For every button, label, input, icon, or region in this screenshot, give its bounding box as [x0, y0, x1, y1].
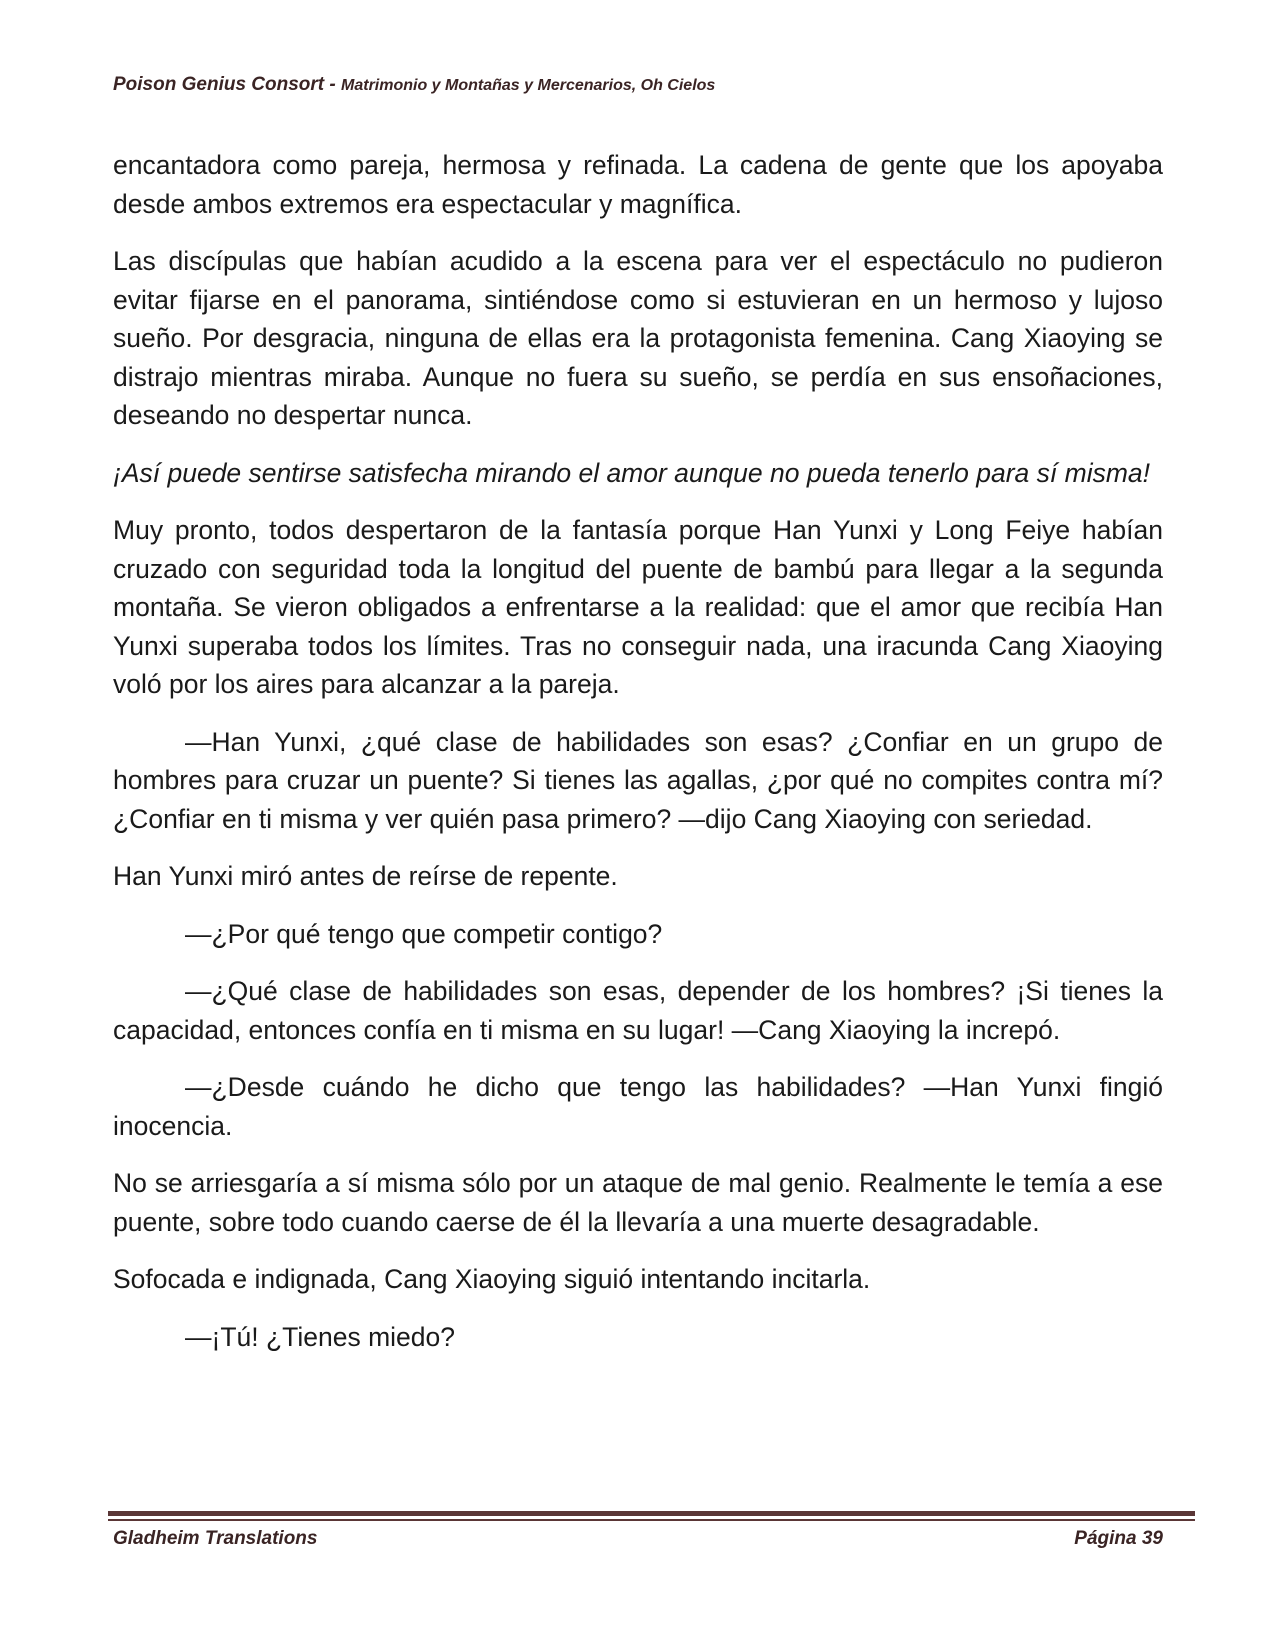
paragraph: Han Yunxi miró antes de reírse de repente. — [113, 861, 618, 891]
footer-page-number: Página 39 — [1074, 1528, 1163, 1549]
paragraph: encantadora como pareja, hermosa y refinada. La cadena de gente que los apoyaba desde ambos extremos era espectacular y magnífica. — [113, 150, 1163, 219]
header-chapter-title: Matrimonio y Montañas y Mercenarios, Oh Cielos — [341, 77, 716, 94]
footer-publisher: Gladheim Translations — [113, 1528, 318, 1549]
header-series-title: Poison Genius Consort — [113, 74, 325, 95]
footer-rule-thin — [108, 1519, 1195, 1521]
dialogue-paragraph: —¿Desde cuándo he dicho que tengo las habilidades? —Han Yunxi fingió inocencia. — [113, 1072, 1163, 1141]
page-body — [113, 146, 1163, 1375]
running-header — [113, 74, 1163, 96]
header-separator: - — [324, 74, 342, 95]
dialogue-paragraph: —¡Tú! ¿Tienes miedo? — [185, 1321, 455, 1352]
dialogue-paragraph: —Han Yunxi, ¿qué clase de habilidades son esas? ¿Confiar en un grupo de hombres para cruzar un puente? Si tienes las agallas, ¿por qué no compites contra mí? ¿Confiar en ti misma y ver quién pasa primero? —dijo Cang Xiaoying con seriedad. — [113, 726, 1163, 834]
paragraph: Las discípulas que habían acudido a la escena para ver el espectáculo no pudieron evitar fijarse en el panorama, sintiéndose como si estuvieran en un hermoso y lujoso sueño. Por desgracia, ninguna de ellas era la protagonista femenina. Cang Xiaoying se distrajo mientras miraba. Aunque no fuera su sueño, se perdía en sus ensoñaciones, deseando no despertar nunca. — [113, 246, 1163, 430]
italic-paragraph: ¡Así puede sentirse satisfecha mirando el amor aunque no pueda tenerlo para sí misma! — [113, 457, 1151, 488]
paragraph: No se arriesgaría a sí misma sólo por un ataque de mal genio. Realmente le temía a ese puente, sobre todo cuando caerse de él la llevaría a una muerte desagradable. — [113, 1168, 1163, 1237]
dialogue-paragraph: —¿Qué clase de habilidades son esas, depender de los hombres? ¡Si tienes la capacidad, entonces confía en ti misma en su lugar! —Cang Xiaoying la increpó. — [113, 976, 1163, 1045]
paragraph: Muy pronto, todos despertaron de la fantasía porque Han Yunxi y Long Feiye habían cruzado con seguridad toda la longitud del puente de bambú para llegar a la segunda montaña. Se vieron obligados a enfrentarse a la realidad: que el amor que recibía Han Yunxi superaba todos los límites. Tras no conseguir nada, una iracunda Cang Xiaoying voló por los aires para alcanzar a la pareja. — [113, 515, 1163, 699]
dialogue-paragraph: —¿Por qué tengo que competir contigo? — [185, 918, 663, 949]
footer-rule-thick — [108, 1511, 1195, 1516]
paragraph: Sofocada e indignada, Cang Xiaoying siguió intentando incitarla. — [113, 1264, 871, 1294]
